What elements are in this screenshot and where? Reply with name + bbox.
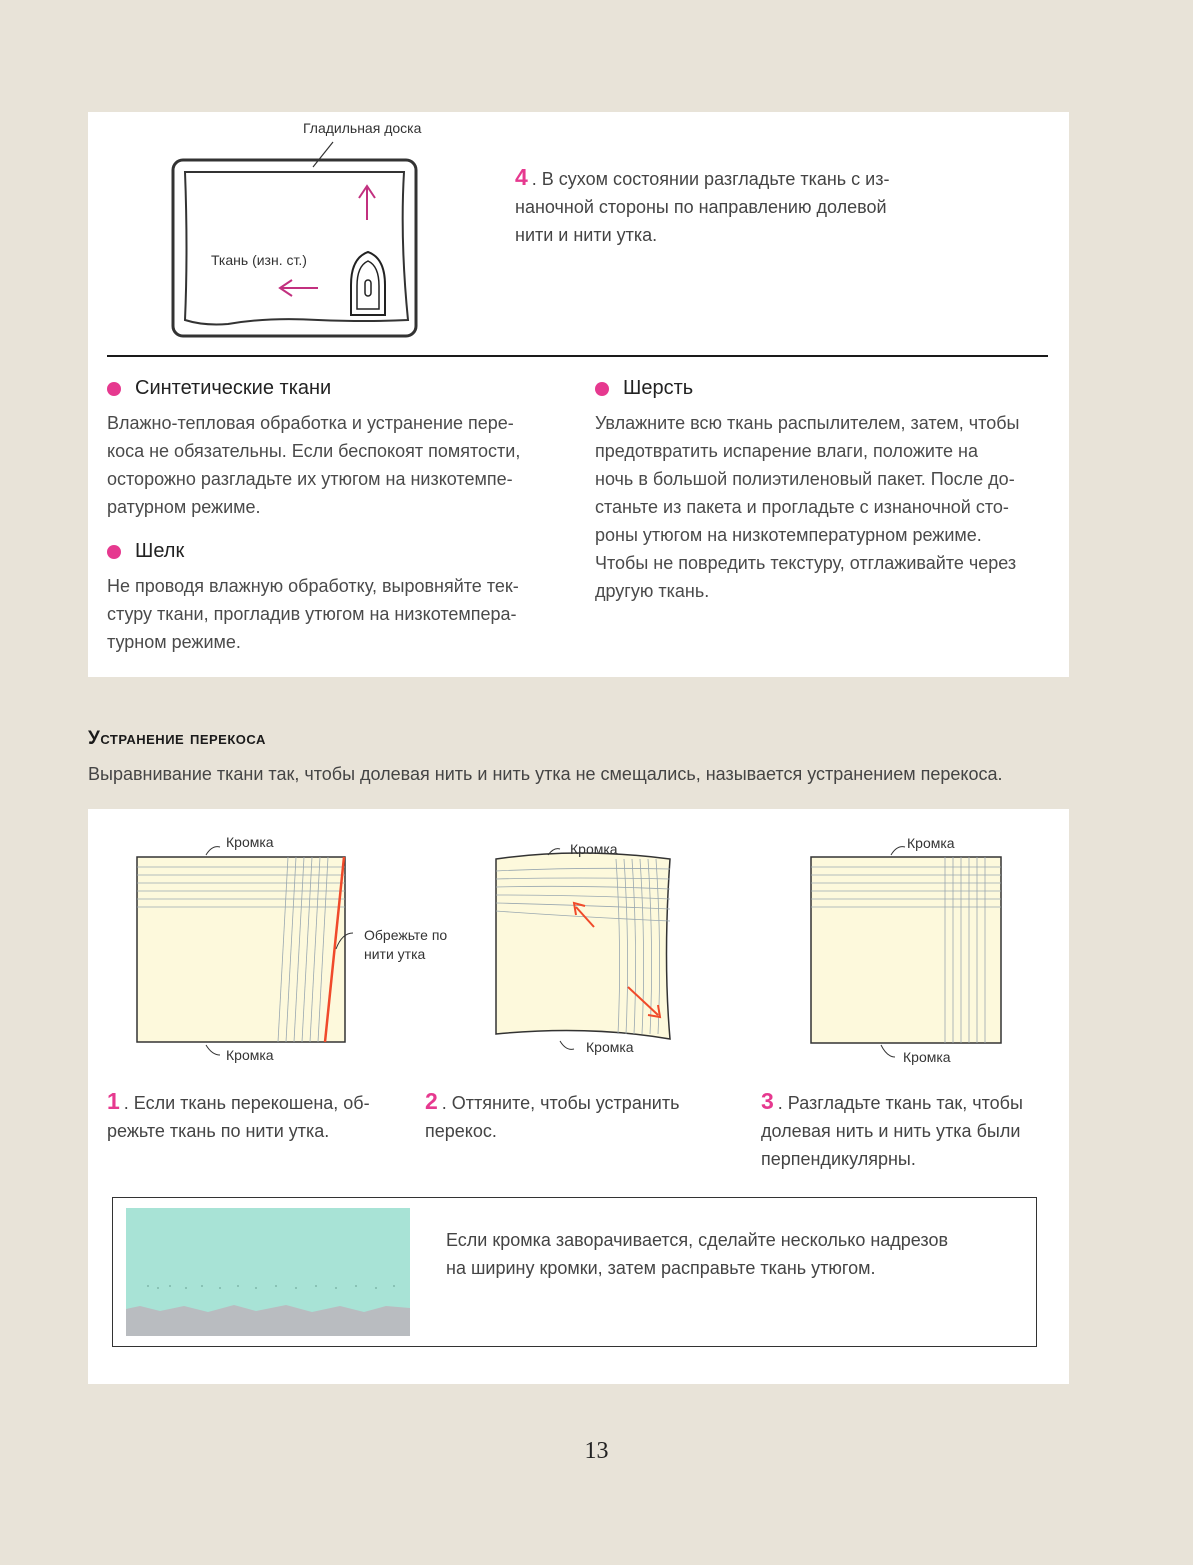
step-4-line-2: наночной стороны по направлению долевой <box>515 197 887 217</box>
page-number: 13 <box>584 1438 609 1464</box>
selvage-photo <box>126 1208 410 1336</box>
synthetic-line: коса не обязательны. Если беспокоят помятости, <box>107 441 521 461</box>
step-2-line-1: . Оттяните, чтобы устранить <box>441 1093 680 1113</box>
silk-line: турном режиме. <box>107 632 241 652</box>
silk-title <box>107 540 184 563</box>
bullet-dot <box>107 382 121 396</box>
silk-line: Не проводя влажную обработку, выровняйте тек- <box>107 576 519 596</box>
step-4-line-3: нити и нити утка. <box>515 225 658 245</box>
ironing-board-drawing <box>168 120 508 350</box>
note-line-2: на ширину кромки, затем расправьте ткань утюгом. <box>446 1258 876 1278</box>
wool-body <box>595 409 1019 605</box>
bottom-panel <box>88 809 1069 1384</box>
bullet-dot <box>107 545 121 559</box>
step-2 <box>425 1087 679 1145</box>
step-3-number: 3 <box>761 1088 774 1114</box>
synthetic-line: ратурном режиме. <box>107 497 261 517</box>
synthetic-line: Влажно-тепловая обработка и устранение пере- <box>107 413 514 433</box>
fig1-cut-label-1: Обрежьте по <box>364 927 448 943</box>
silk-body <box>107 572 519 656</box>
synthetic-body <box>107 409 520 521</box>
step-4-number: 4 <box>515 164 528 190</box>
wool-line: ночь в большой полиэтиленовый пакет. После до- <box>595 469 1015 489</box>
wool-line: станьте из пакета и прогладьте с изнаночной сто- <box>595 497 1009 517</box>
note-text <box>446 1226 948 1282</box>
fig1-bottom-label: Кромка <box>226 1047 274 1063</box>
note-line-1: Если кромка заворачивается, сделайте несколько надрезов <box>446 1230 949 1250</box>
ironing-board-diagram <box>168 120 508 350</box>
fig1-top-label: Кромка <box>226 834 274 850</box>
top-panel <box>88 112 1069 677</box>
step-3-line-2: долевая нить и нить утка были <box>761 1121 1021 1141</box>
step-2-number: 2 <box>425 1088 438 1114</box>
section-divider <box>107 355 1048 357</box>
wool-title-text: Шерсть <box>623 377 694 399</box>
step-1-number: 1 <box>107 1088 120 1114</box>
step-3-line-1: . Разгладьте ткань так, чтобы <box>777 1093 1023 1113</box>
fig2-top-label: Кромка <box>570 841 618 857</box>
step-3 <box>761 1087 1023 1173</box>
wool-title <box>595 377 693 400</box>
step-1 <box>107 1087 370 1145</box>
figure-2 <box>488 829 688 1079</box>
silk-line: стуру ткани, прогладив утюгом на низкотемпера- <box>107 604 517 624</box>
wool-line: Чтобы не повредить текстуру, отглаживайте через <box>595 553 1017 573</box>
step-1-line-2: режьте ткань по нити утка. <box>107 1121 330 1141</box>
step-3-line-3: перпендикулярны. <box>761 1149 916 1169</box>
synthetic-line: осторожно разгладьте их утюгом на низкотемпе- <box>107 469 513 489</box>
fig3-bottom-label: Кромка <box>903 1049 951 1065</box>
figure-3-drawing <box>803 829 1033 1079</box>
fig2-bottom-label: Кромка <box>586 1039 634 1055</box>
wool-line: предотвратить испарение влаги, положите на <box>595 441 978 461</box>
ironing-board-label: Гладильная доска <box>303 120 422 136</box>
fig1-cut-label-2: нити утка <box>364 946 426 962</box>
wool-line: Увлажните всю ткань распылителем, затем, чтобы <box>595 413 1020 433</box>
figure-1 <box>128 829 468 1079</box>
fig3-top-label: Кромка <box>907 835 955 851</box>
wool-line: другую ткань. <box>595 581 710 601</box>
step-4-line-1: . В сухом состоянии разгладьте ткань с из- <box>531 169 890 189</box>
fabric-label: Ткань (изн. ст.) <box>211 252 307 268</box>
wool-line: роны утюгом на низкотемпературном режиме. <box>595 525 982 545</box>
fig1-cut-label <box>364 926 447 964</box>
step-1-line-1: . Если ткань перекошена, об- <box>123 1093 370 1113</box>
section-intro: Выравнивание ткани так, чтобы долевая нить и нить утка не смещались, называется устранением перекоса. <box>88 764 1003 784</box>
note-box <box>112 1197 1037 1347</box>
synthetic-title-text: Синтетические ткани <box>135 377 332 399</box>
synthetic-title <box>107 377 331 400</box>
bullet-dot <box>595 382 609 396</box>
step-4 <box>515 163 890 249</box>
section-heading: Устранение перекоса <box>88 728 266 749</box>
figure-3 <box>803 829 1033 1079</box>
silk-title-text: Шелк <box>135 540 185 562</box>
step-2-line-2: перекос. <box>425 1121 497 1141</box>
